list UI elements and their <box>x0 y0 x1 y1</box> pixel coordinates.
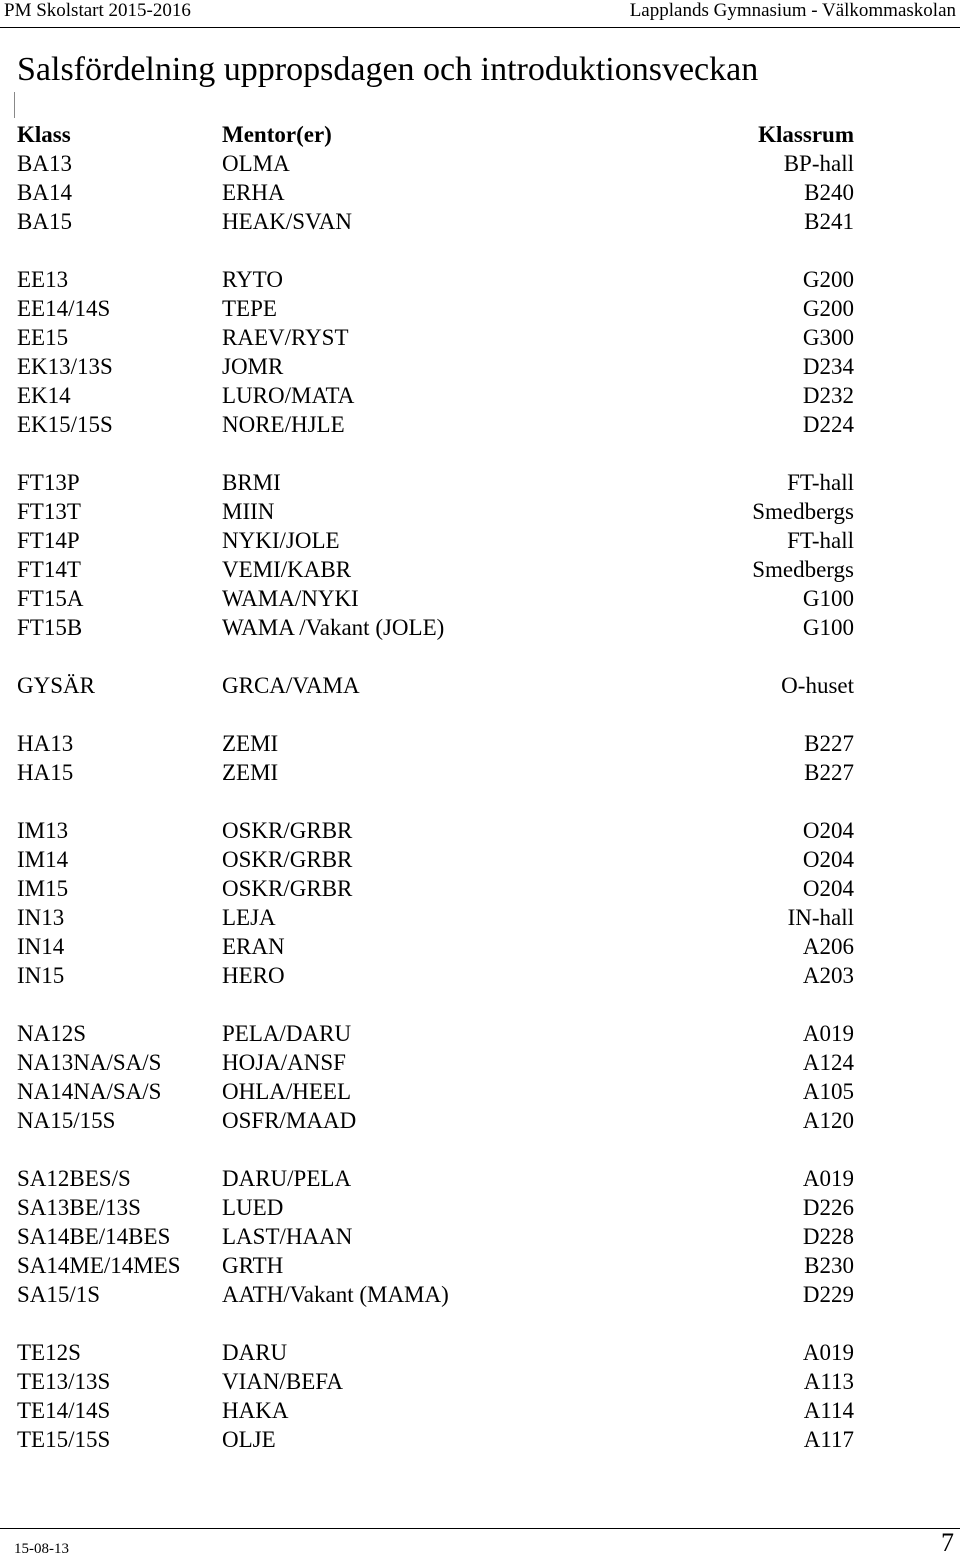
classroom-table <box>0 120 960 1454</box>
table-row <box>0 903 960 932</box>
classroom-cell: G200 <box>802 267 854 292</box>
class-cell: TE14/14S <box>17 1398 111 1423</box>
table-row <box>0 1338 960 1367</box>
table-row <box>0 497 960 526</box>
table-row <box>0 613 960 642</box>
table-row <box>0 1367 960 1396</box>
table-row <box>0 323 960 352</box>
table-row <box>0 468 960 497</box>
class-cell: EE13 <box>17 267 69 292</box>
table-row <box>0 265 960 294</box>
classroom-cell: A019 <box>802 1021 854 1046</box>
classroom-cell: A206 <box>802 934 854 959</box>
table-row <box>0 932 960 961</box>
classroom-cell: B241 <box>804 209 854 234</box>
classroom-cell: A019 <box>802 1166 854 1191</box>
classroom-cell: G200 <box>802 296 854 321</box>
mentor-cell: JOMR <box>222 354 284 379</box>
classroom-cell: A124 <box>802 1050 854 1075</box>
class-cell: EK15/15S <box>17 412 113 437</box>
class-cell: EK14 <box>17 383 71 408</box>
classroom-cell: D234 <box>802 354 854 379</box>
mentor-cell: OSKR/GRBR <box>222 818 353 843</box>
class-cell: EE15 <box>17 325 69 350</box>
table-row <box>0 1193 960 1222</box>
mentor-cell: LURO/MATA <box>222 383 355 408</box>
column-header-mentor: Mentor(er) <box>222 122 332 147</box>
class-cell: FT15B <box>17 615 83 640</box>
class-cell: SA14BE/14BES <box>17 1224 171 1249</box>
column-header-klass: Klass <box>17 122 71 147</box>
table-row <box>0 178 960 207</box>
mentor-cell: WAMA /Vakant (JOLE) <box>222 615 445 640</box>
mentor-cell: GRTH <box>222 1253 284 1278</box>
table-row <box>0 1396 960 1425</box>
classroom-cell: D229 <box>802 1282 854 1307</box>
classroom-cell: FT-hall <box>787 470 854 495</box>
table-row <box>0 1280 960 1309</box>
mentor-cell: OHLA/HEEL <box>222 1079 352 1104</box>
classroom-cell: G100 <box>802 615 854 640</box>
class-cell: TE12S <box>17 1340 81 1365</box>
mentor-cell: OLJE <box>222 1427 276 1452</box>
class-cell: BA15 <box>17 209 72 234</box>
text-cursor <box>14 92 15 118</box>
classroom-cell: IN-hall <box>787 905 854 930</box>
table-row <box>0 1251 960 1280</box>
class-cell: NA14NA/SA/S <box>17 1079 162 1104</box>
mentor-cell: NORE/HJLE <box>222 412 345 437</box>
class-cell: FT13T <box>17 499 81 524</box>
table-row <box>0 207 960 236</box>
class-cell: EE14/14S <box>17 296 111 321</box>
classroom-cell: D228 <box>802 1224 854 1249</box>
classroom-cell: Smedbergs <box>752 499 854 524</box>
classroom-cell: D224 <box>802 412 854 437</box>
mentor-cell: HERO <box>222 963 285 988</box>
classroom-cell: A114 <box>803 1398 854 1423</box>
class-cell: GYSÄR <box>17 673 95 698</box>
mentor-cell: ERAN <box>222 934 285 959</box>
header-right-text: Lapplands Gymnasium - Välkommaskolan <box>629 0 956 21</box>
classroom-cell: D226 <box>802 1195 854 1220</box>
classroom-cell: O204 <box>802 847 854 872</box>
class-cell: SA12BES/S <box>17 1166 131 1191</box>
class-cell: NA15/15S <box>17 1108 116 1133</box>
classroom-cell: A019 <box>802 1340 854 1365</box>
column-header-klassrum: Klassrum <box>758 122 854 147</box>
table-row <box>0 1164 960 1193</box>
class-cell: FT15A <box>17 586 84 611</box>
classroom-cell: FT-hall <box>787 528 854 553</box>
table-row <box>0 874 960 903</box>
table-row <box>0 410 960 439</box>
footer-divider <box>0 1528 960 1529</box>
classroom-cell: D232 <box>802 383 854 408</box>
class-cell: NA12S <box>17 1021 87 1046</box>
mentor-cell: VEMI/KABR <box>222 557 352 582</box>
page-number: 7 <box>941 1528 954 1557</box>
classroom-cell: A203 <box>802 963 854 988</box>
class-cell: SA15/1S <box>17 1282 101 1307</box>
class-cell: TE15/15S <box>17 1427 111 1452</box>
class-cell: IN14 <box>17 934 65 959</box>
classroom-cell: B227 <box>804 731 854 756</box>
table-row <box>0 1425 960 1454</box>
mentor-cell: NYKI/JOLE <box>222 528 340 553</box>
classroom-cell: Smedbergs <box>752 557 854 582</box>
table-row <box>0 1106 960 1135</box>
classroom-cell: A120 <box>802 1108 854 1133</box>
class-cell: SA14ME/14MES <box>17 1253 181 1278</box>
table-row <box>0 845 960 874</box>
mentor-cell: OLMA <box>222 151 290 176</box>
table-row <box>0 1048 960 1077</box>
class-cell: BA13 <box>17 151 72 176</box>
table-row <box>0 1077 960 1106</box>
mentor-cell: LUED <box>222 1195 284 1220</box>
classroom-cell: G100 <box>802 586 854 611</box>
table-row <box>0 584 960 613</box>
table-row <box>0 758 960 787</box>
classroom-cell: A117 <box>803 1427 854 1452</box>
class-cell: FT14T <box>17 557 81 582</box>
class-cell: FT13P <box>17 470 80 495</box>
class-cell: IM15 <box>17 876 69 901</box>
classroom-cell: B240 <box>804 180 854 205</box>
classroom-cell: O-huset <box>781 673 854 698</box>
class-cell: IN15 <box>17 963 65 988</box>
classroom-cell: A105 <box>802 1079 854 1104</box>
classroom-cell: G300 <box>802 325 854 350</box>
classroom-cell: B227 <box>804 760 854 785</box>
table-row <box>0 555 960 584</box>
mentor-cell: DARU/PELA <box>222 1166 352 1191</box>
table-header-row <box>0 120 960 149</box>
mentor-cell: LAST/HAAN <box>222 1224 353 1249</box>
mentor-cell: TEPE <box>222 296 277 321</box>
classroom-cell: O204 <box>802 876 854 901</box>
classroom-cell: B230 <box>804 1253 854 1278</box>
footer-date: 15-08-13 <box>14 1541 69 1557</box>
class-cell: IM13 <box>17 818 69 843</box>
table-row <box>0 816 960 845</box>
mentor-cell: WAMA/NYKI <box>222 586 359 611</box>
table-row <box>0 1222 960 1251</box>
mentor-cell: OSFR/MAAD <box>222 1108 357 1133</box>
page-title: Salsfördelning uppropsdagen och introduktionsveckan <box>17 51 759 88</box>
header-left-text: PM Skolstart 2015-2016 <box>4 0 191 21</box>
table-row <box>0 671 960 700</box>
mentor-cell: HAKA <box>222 1398 289 1423</box>
header-divider <box>0 27 960 28</box>
class-cell: IM14 <box>17 847 69 872</box>
table-row <box>0 526 960 555</box>
classroom-cell: O204 <box>802 818 854 843</box>
classroom-cell: BP-hall <box>783 151 854 176</box>
mentor-cell: PELA/DARU <box>222 1021 352 1046</box>
mentor-cell: RAEV/RYST <box>222 325 349 350</box>
mentor-cell: RYTO <box>222 267 283 292</box>
table-row <box>0 149 960 178</box>
mentor-cell: OSKR/GRBR <box>222 876 353 901</box>
table-row <box>0 961 960 990</box>
mentor-cell: HOJA/ANSF <box>222 1050 346 1075</box>
table-row <box>0 381 960 410</box>
mentor-cell: HEAK/SVAN <box>222 209 352 234</box>
mentor-cell: ZEMI <box>222 760 279 785</box>
class-cell: EK13/13S <box>17 354 113 379</box>
mentor-cell: OSKR/GRBR <box>222 847 353 872</box>
page-header <box>0 0 960 30</box>
mentor-cell: ZEMI <box>222 731 279 756</box>
mentor-cell: MIIN <box>222 499 275 524</box>
mentor-cell: ERHA <box>222 180 285 205</box>
mentor-cell: BRMI <box>222 470 281 495</box>
class-cell: TE13/13S <box>17 1369 111 1394</box>
table-row <box>0 352 960 381</box>
class-cell: HA13 <box>17 731 74 756</box>
table-row <box>0 729 960 758</box>
class-cell: HA15 <box>17 760 74 785</box>
mentor-cell: AATH/Vakant (MAMA) <box>222 1282 449 1307</box>
class-cell: IN13 <box>17 905 65 930</box>
mentor-cell: DARU <box>222 1340 288 1365</box>
mentor-cell: LEJA <box>222 905 276 930</box>
mentor-cell: VIAN/BEFA <box>222 1369 343 1394</box>
table-row <box>0 294 960 323</box>
class-cell: SA13BE/13S <box>17 1195 141 1220</box>
classroom-cell: A113 <box>803 1369 854 1394</box>
class-cell: BA14 <box>17 180 72 205</box>
class-cell: FT14P <box>17 528 80 553</box>
table-row <box>0 1019 960 1048</box>
mentor-cell: GRCA/VAMA <box>222 673 360 698</box>
class-cell: NA13NA/SA/S <box>17 1050 162 1075</box>
